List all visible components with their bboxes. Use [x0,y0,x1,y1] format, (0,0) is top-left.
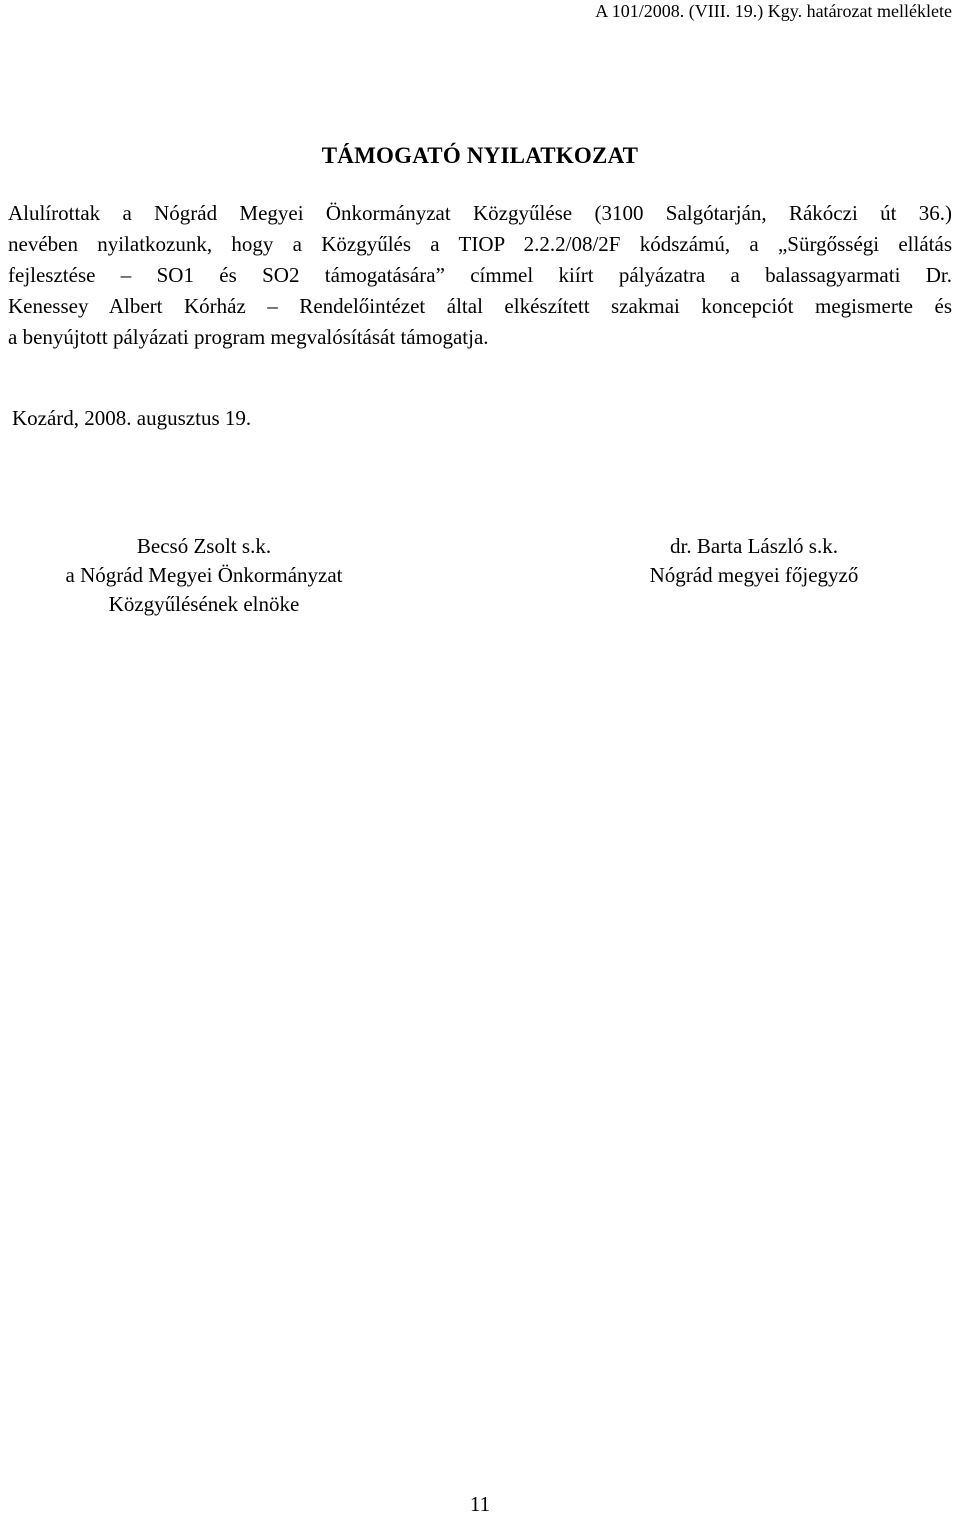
paragraph-line: nevében nyilatkozunk, hogy a Közgyűlés a TIOP 2.2.2/08/2F kódszámú, a „Sürgősségi ellátás [8,232,952,256]
signatory-role: Nógrád megyei főjegyző [649,563,859,587]
signature-block-chief-notary [600,532,908,590]
signatory-name: Becsó Zsolt s.k. [136,534,272,558]
page-number: 11 [469,1492,491,1516]
signatory-role: a Nógrád Megyei Önkormányzat [65,563,343,587]
declaration-paragraph [8,198,952,353]
place-and-date: Kozárd, 2008. augusztus 19. [12,406,252,430]
signature-block-chairman [24,532,384,619]
signatory-role: Közgyűlésének elnöke [108,592,300,616]
document-title: TÁMOGATÓ NYILATKOZAT [321,143,639,168]
paragraph-line: a benyújtott pályázati program megvalósítását támogatja. [8,325,489,349]
paragraph-line: Kenessey Albert Kórház – Rendelőintézet által elkészített szakmai koncepciót megismerte és [8,294,952,318]
paragraph-line: Alulírottak a Nógrád Megyei Önkormányzat Közgyűlése (3100 Salgótarján, Rákóczi út 36.) [8,201,952,225]
annex-reference: A 101/2008. (VIII. 19.) Kgy. határozat melléklete [595,1,952,21]
signatory-name: dr. Barta László s.k. [670,534,838,558]
paragraph-line: fejlesztése – SO1 és SO2 támogatására” címmel kiírt pályázatra a balassagyarmati Dr. [8,263,952,287]
